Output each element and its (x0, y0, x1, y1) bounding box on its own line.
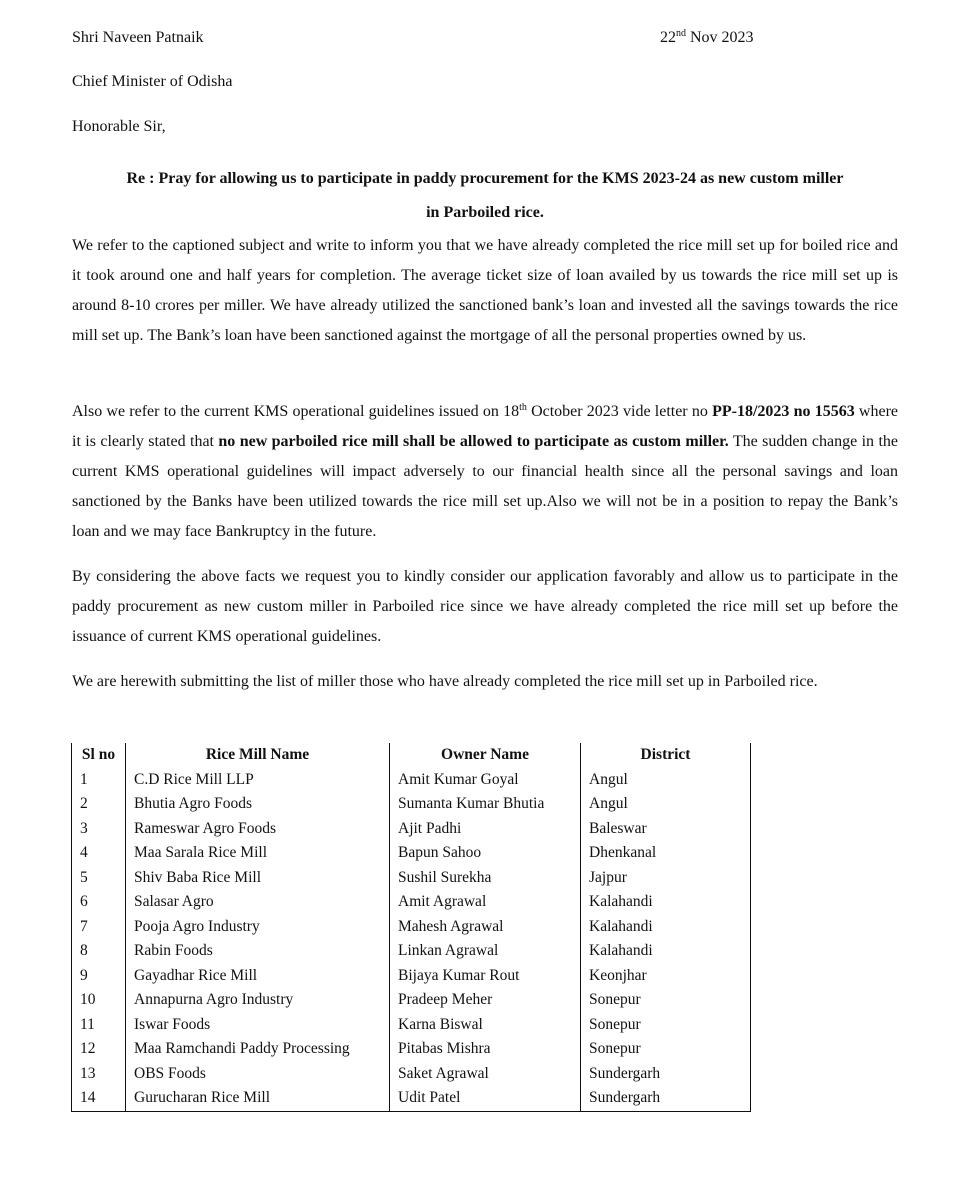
cell-owner-name: Sumanta Kumar Bhutia (390, 792, 581, 817)
cell-district: Kalahandi (581, 890, 751, 915)
cell-rice-mill-name: Iswar Foods (126, 1013, 390, 1038)
table-row (72, 1086, 751, 1111)
table-row (72, 1037, 751, 1062)
table-row (72, 964, 751, 989)
letter-date: 22nd Nov 2023 (660, 28, 754, 46)
table-row (72, 1013, 751, 1038)
cell-district: Angul (581, 768, 751, 793)
table-row (72, 890, 751, 915)
cell-owner-name: Pitabas Mishra (390, 1037, 581, 1062)
header-district: District (581, 743, 751, 768)
letter-reference: PP-18/2023 no 15563 (712, 403, 855, 420)
cell-rice-mill-name: Pooja Agro Industry (126, 915, 390, 940)
cell-district: Kalahandi (581, 939, 751, 964)
paragraph-4: We are herewith submitting the list of miller those who have already completed the rice mill set up in Parboiled rice. (72, 673, 818, 690)
table-row (72, 988, 751, 1013)
cell-rice-mill-name: Gurucharan Rice Mill (126, 1086, 390, 1111)
table-row (72, 792, 751, 817)
table-row (72, 866, 751, 891)
paragraph-2: Also we refer to the current KMS operational guidelines issued on 18th October 2023 vide letter no PP-18/2023 no 15563 where it is clearly stated that no new parboiled rice mill shall be allowed to participate as custom miller. The sudden change in the current KMS operational guidelines will impact adversely to our financial health since all the personal savings and loan sanctioned by the Banks have been utilized towards the rice mill set up.Also we will not be in a position to repay the Bank’s loan and we may face Bankruptcy in the future. (72, 402, 898, 540)
recipient-name: Shri Naveen Patnaik (72, 29, 204, 46)
cell-district: Sundergarh (581, 1086, 751, 1111)
subject-line: Re : Pray for allowing us to participate in paddy procurement for the KMS 2023-24 as new custom miller in Parboiled rice. (126, 170, 844, 221)
cell-owner-name: Amit Kumar Goyal (390, 768, 581, 793)
cell-district: Sonepur (581, 1013, 751, 1038)
cell-owner-name: Mahesh Agrawal (390, 915, 581, 940)
cell-sl-no: 3 (72, 817, 126, 842)
cell-sl-no: 5 (72, 866, 126, 891)
cell-district: Baleswar (581, 817, 751, 842)
table-row (72, 1062, 751, 1087)
cell-owner-name: Sushil Surekha (390, 866, 581, 891)
table-row (72, 939, 751, 964)
cell-owner-name: Pradeep Meher (390, 988, 581, 1013)
cell-sl-no: 13 (72, 1062, 126, 1087)
table-row (72, 915, 751, 940)
recipient-title: Chief Minister of Odisha (72, 73, 233, 90)
cell-sl-no: 10 (72, 988, 126, 1013)
cell-sl-no: 7 (72, 915, 126, 940)
cell-rice-mill-name: Rabin Foods (126, 939, 390, 964)
header-rice-mill-name: Rice Mill Name (126, 743, 390, 768)
cell-district: Dhenkanal (581, 841, 751, 866)
cell-owner-name: Udit Patel (390, 1086, 581, 1111)
rice-mill-table (71, 743, 751, 1112)
cell-sl-no: 12 (72, 1037, 126, 1062)
cell-district: Angul (581, 792, 751, 817)
cell-owner-name: Karna Biswal (390, 1013, 581, 1038)
table-row (72, 817, 751, 842)
cell-district: Kalahandi (581, 915, 751, 940)
cell-district: Sonepur (581, 988, 751, 1013)
cell-rice-mill-name: Maa Sarala Rice Mill (126, 841, 390, 866)
salutation: Honorable Sir, (72, 118, 166, 135)
cell-district: Keonjhar (581, 964, 751, 989)
cell-rice-mill-name: Annapurna Agro Industry (126, 988, 390, 1013)
cell-sl-no: 2 (72, 792, 126, 817)
cell-rice-mill-name: Rameswar Agro Foods (126, 817, 390, 842)
paragraph-1: We refer to the captioned subject and write to inform you that we have already completed the rice mill set up for boiled rice and it took around one and half years for completion. The average ticket size of loan availed by us towards the rice mill set up is around 8-10 crores per miller. We have already utilized the sanctioned bank’s loan and invested all the savings towards the rice mill set up. The Bank’s loan have been sanctioned against the mortgage of all the personal properties owned by us. (72, 237, 898, 344)
cell-sl-no: 6 (72, 890, 126, 915)
cell-sl-no: 11 (72, 1013, 126, 1038)
cell-rice-mill-name: Gayadhar Rice Mill (126, 964, 390, 989)
cell-owner-name: Linkan Agrawal (390, 939, 581, 964)
guideline-quote: no new parboiled rice mill shall be allowed to participate as custom miller. (218, 433, 729, 450)
paragraph-3: By considering the above facts we request you to kindly consider our application favorably and allow us to participate in the paddy procurement as new custom miller in Parboiled rice since we have already completed the rice mill set up before the issuance of current KMS operational guidelines. (72, 568, 898, 645)
cell-sl-no: 14 (72, 1086, 126, 1111)
cell-rice-mill-name: Shiv Baba Rice Mill (126, 866, 390, 891)
cell-owner-name: Bijaya Kumar Rout (390, 964, 581, 989)
cell-sl-no: 1 (72, 768, 126, 793)
cell-rice-mill-name: Salasar Agro (126, 890, 390, 915)
cell-owner-name: Ajit Padhi (390, 817, 581, 842)
header-sl-no: Sl no (72, 743, 126, 768)
header-owner-name: Owner Name (390, 743, 581, 768)
cell-district: Sundergarh (581, 1062, 751, 1087)
cell-district: Sonepur (581, 1037, 751, 1062)
table-row (72, 841, 751, 866)
cell-sl-no: 8 (72, 939, 126, 964)
cell-rice-mill-name: OBS Foods (126, 1062, 390, 1087)
cell-owner-name: Bapun Sahoo (390, 841, 581, 866)
cell-sl-no: 9 (72, 964, 126, 989)
table-header-row (72, 743, 751, 768)
cell-owner-name: Saket Agrawal (390, 1062, 581, 1087)
cell-district: Jajpur (581, 866, 751, 891)
table-row (72, 768, 751, 793)
cell-rice-mill-name: Bhutia Agro Foods (126, 792, 390, 817)
cell-owner-name: Amit Agrawal (390, 890, 581, 915)
cell-rice-mill-name: C.D Rice Mill LLP (126, 768, 390, 793)
cell-sl-no: 4 (72, 841, 126, 866)
cell-rice-mill-name: Maa Ramchandi Paddy Processing (126, 1037, 390, 1062)
